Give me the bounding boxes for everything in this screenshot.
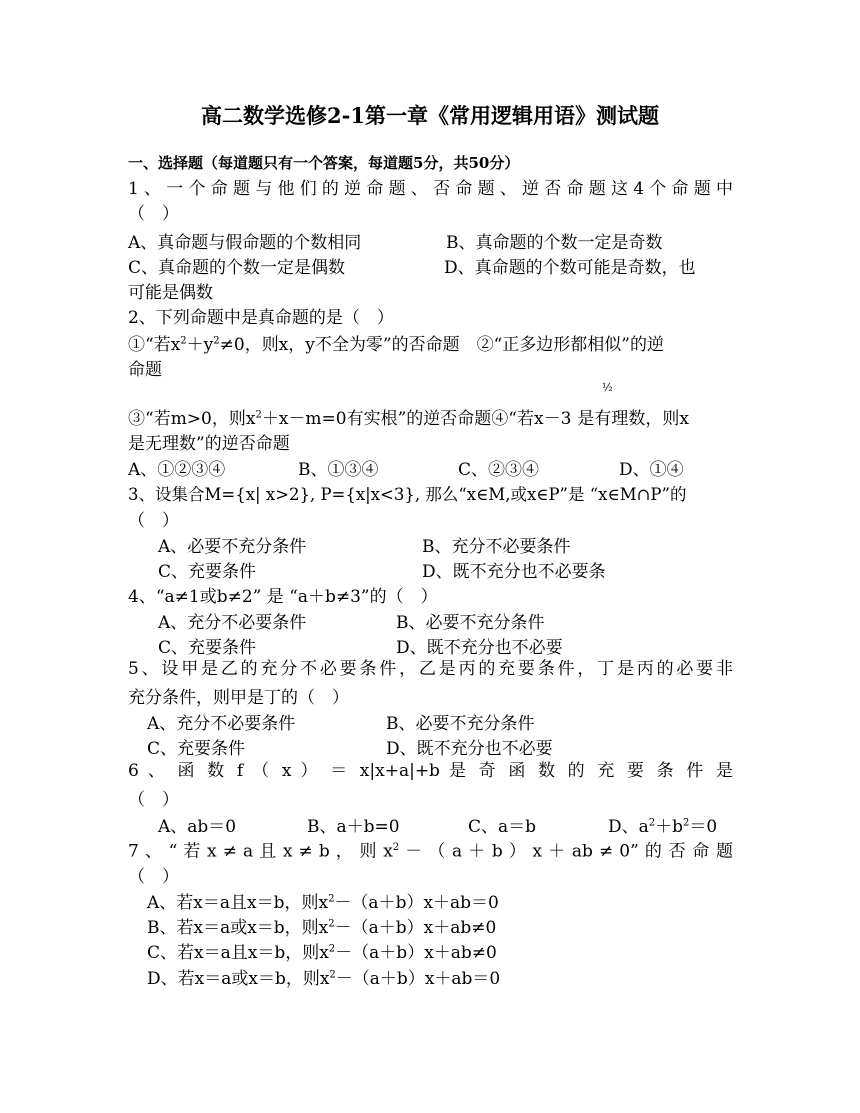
q7-stem bbox=[128, 837, 733, 863]
q6-option-a: A、ab＝0 bbox=[158, 817, 237, 837]
q6-option-d bbox=[608, 812, 717, 837]
q1-option-b: B、真命题的个数一定是奇数 bbox=[446, 233, 663, 253]
q7-text: 7 、 “ 若 x ≠ a 且 x ≠ b ， 则 x bbox=[128, 841, 393, 862]
superscript: 2 bbox=[648, 817, 656, 829]
q6-stem: 6 、 函 数 f （ x ） ＝ x|x+a|+b 是 奇 函 数 的 充 要 条 件 是 bbox=[128, 761, 733, 781]
q2-stem: 2、下列命题中是真命题的是（ ） bbox=[128, 308, 394, 328]
q7-option-b bbox=[147, 913, 496, 938]
q2-statement-1 bbox=[128, 330, 664, 355]
superscript: 2 bbox=[683, 817, 690, 829]
q6-paren: （ ） bbox=[128, 790, 179, 810]
q2-text: ≠0，则x，y不全为零”的否命题 ②“正多边形都相似”的逆 bbox=[219, 335, 664, 355]
superscript: 2 bbox=[392, 842, 400, 853]
q5-option-b: B、必要不充分条件 bbox=[386, 714, 535, 734]
q7-text: －（a＋b）x＋ab＝0 bbox=[334, 893, 499, 913]
q3-option-a: A、必要不充分条件 bbox=[158, 537, 307, 557]
q7-option-a bbox=[147, 888, 499, 913]
q7-text: －（a＋b）x＋ab＝0 bbox=[335, 969, 501, 989]
q1-option-d-cont: 可能是偶数 bbox=[128, 283, 213, 303]
q3-option-c: C、充要条件 bbox=[158, 562, 257, 582]
q5-stem: 5、设甲是乙的充分不必要条件，乙是丙的充要条件，丁是丙的必要非 bbox=[128, 659, 733, 679]
q2-statement-3-cont: 是无理数”的逆否命题 bbox=[128, 434, 290, 454]
q3-option-b: B、充分不必要条件 bbox=[422, 537, 571, 557]
q2-text: ＋y bbox=[186, 335, 214, 355]
section-heading: 一、选择题（每道题只有一个答案，每道题5分，共50分） bbox=[128, 154, 520, 172]
q7-option-c bbox=[147, 938, 497, 963]
q5-stem-cont: 充分条件，则甲是丁的（ ） bbox=[128, 688, 349, 708]
q5-option-c: C、充要条件 bbox=[147, 739, 246, 759]
q7-option-d bbox=[147, 964, 500, 989]
q5-option-d: D、既不充分也不必要 bbox=[386, 739, 553, 759]
q2-option-b: B、①③④ bbox=[298, 460, 379, 480]
superscript: 2 bbox=[255, 409, 262, 421]
q2-statement-3 bbox=[128, 404, 689, 429]
q2-text: 是有理数，则x bbox=[577, 409, 689, 429]
q2-text: ＋x－m=0有实根”的逆否命题④“若x－3 bbox=[261, 409, 572, 429]
q4-option-d: D、既不充分也不必要 bbox=[396, 638, 563, 658]
q7-text: B、若x＝a或x＝b，则x bbox=[147, 918, 329, 938]
q1-option-a: A、真命题与假命题的个数相同 bbox=[128, 233, 362, 253]
q1-option-d: D、真命题的个数可能是奇数，也 bbox=[444, 258, 696, 278]
q7-text: －（a＋b）x＋ab≠0 bbox=[334, 918, 497, 938]
q2-statement-1-cont: 命题 bbox=[128, 360, 162, 380]
q4-option-b: B、必要不充分条件 bbox=[396, 613, 545, 633]
q3-paren: （ ） bbox=[128, 511, 179, 531]
q1-stem: 1、一个命题与他们的逆命题、否命题、逆否命题这4个命题中 bbox=[128, 179, 733, 199]
superscript: 2 bbox=[328, 918, 335, 930]
superscript: 2 bbox=[329, 969, 336, 981]
q7-text: A、若x＝a且x＝b，则x bbox=[147, 893, 329, 913]
q2-text: ①“若x bbox=[128, 335, 181, 355]
page-title: 高二数学选修2-1第一章《常用逻辑用语》测试题 bbox=[201, 103, 659, 128]
superscript: 2 bbox=[328, 943, 336, 955]
q4-stem: 4、“a≠1或b≠2” 是 “a＋b≠3”的（ ） bbox=[128, 587, 438, 607]
superscript: 2 bbox=[213, 335, 220, 347]
q6-text: D、a bbox=[608, 817, 649, 837]
q7-text: C、若x＝a且x＝b，则x bbox=[147, 943, 329, 963]
q7-text: － （ a ＋ b ） x ＋ ab ≠ 0” 的 否 命 题 bbox=[405, 841, 733, 862]
q2-text: ③“若m>0，则x bbox=[128, 409, 256, 429]
q6-text: ＝0 bbox=[689, 817, 718, 837]
q2-option-d: D、①④ bbox=[619, 460, 684, 480]
q4-option-a: A、充分不必要条件 bbox=[158, 613, 307, 633]
q3-option-d: D、既不充分也不必要条 bbox=[422, 562, 606, 582]
q7-paren: （ ） bbox=[128, 867, 179, 887]
q1-paren: （ ） bbox=[128, 204, 179, 224]
q6-option-c: C、a＝b bbox=[468, 817, 537, 837]
q7-text: D、若x＝a或x＝b，则x bbox=[147, 969, 330, 989]
q3-stem: 3、设集合M={x| x>2}, P={x|x<3}, 那么“x∈M,或x∈P”是 “x∈M∩P”的 bbox=[128, 485, 687, 504]
q2-option-a: A、①②③④ bbox=[128, 460, 226, 480]
half-exponent: ½ bbox=[602, 381, 613, 394]
superscript: 2 bbox=[328, 893, 335, 905]
superscript: 2 bbox=[180, 335, 187, 347]
q6-text: ＋b bbox=[655, 817, 684, 837]
q2-option-c: C、②③④ bbox=[458, 460, 540, 480]
q7-text: －（a＋b）x＋ab≠0 bbox=[335, 943, 497, 963]
q6-option-b: B、a＋b=0 bbox=[307, 817, 400, 837]
q4-option-c: C、充要条件 bbox=[158, 638, 257, 658]
q1-option-c: C、真命题的个数一定是偶数 bbox=[128, 258, 346, 278]
q5-option-a: A、充分不必要条件 bbox=[147, 714, 296, 734]
